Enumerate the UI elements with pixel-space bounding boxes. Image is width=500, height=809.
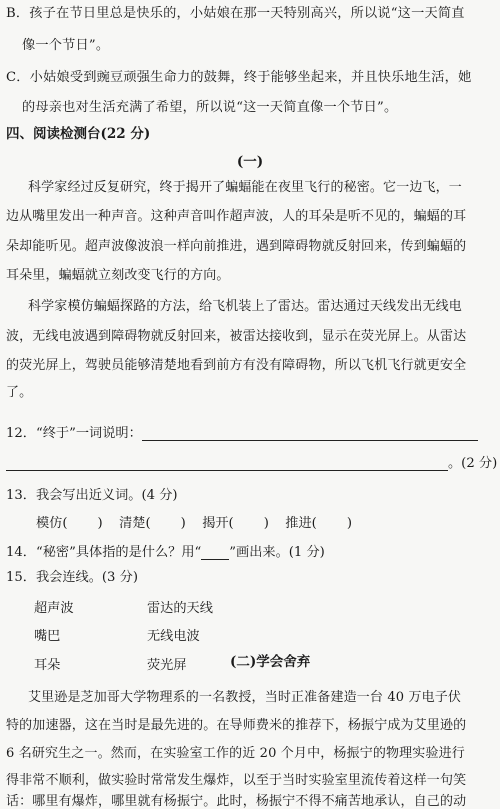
question-13-synonyms: 模仿( ) 清楚( ) 揭开( ) 推进( ) [36, 516, 352, 531]
question-13: 13．我会写出近义词。(4 分) [6, 488, 178, 503]
question-15: 15．我会连线。(3 分) [6, 570, 138, 585]
question-14 [6, 541, 494, 560]
synonym-item: 推进( [285, 516, 317, 531]
part1-title: (一) [236, 154, 264, 170]
question-14-prompt: 14．“秘密”具体指的是什么？用“ [6, 545, 202, 560]
passage2-line: 6 名研究生之一。然而，在实验室工作的近 20 个月中，杨振宁的物理实验进行 [6, 746, 465, 761]
question-14-points: ”画出来。(1 分) [229, 545, 325, 560]
passage1-line: 边从嘴里发出一种声音。这种声音叫作超声波，人的耳朵是听不见的，蝙蝠的耳 [6, 209, 467, 224]
synonym-item: 模仿( [36, 516, 68, 531]
passage1-line: 朵却能听见。超声波像波浪一样向前推进，遇到障碍物就反射回来，传到蝙蝠的 [6, 239, 467, 254]
passage1-line: 科学家经过反复研究，终于揭开了蝙蝠能在夜里飞行的秘密。它一边飞，一 [28, 180, 462, 195]
passage1-line: 的荧光屏上，驾驶员能够清楚地看到前方有没有障碍物，所以飞机飞行就更安全 [6, 358, 467, 373]
section-title: 四、阅读检测台(22 分) [6, 126, 151, 142]
question-12-answer-line[interactable] [142, 426, 478, 441]
passage1-line: 波，无线电波遇到障碍物就反射回来，被雷达接收到，显示在荧光屏上。从雷达 [6, 329, 467, 344]
question-12-answer-line-2[interactable] [6, 456, 448, 471]
passage2-line: 得非常不顺利，做实验时常常发生爆炸，以至于当时实验室里流传着这样一句笑 [6, 773, 467, 788]
part2-title: (二)学会舍弃 [230, 654, 311, 670]
passage2-line: 话：哪里有爆炸，哪里就有杨振宁。此时，杨振宁不得不痛苦地承认，自己的动 [6, 794, 467, 809]
option-c-line1: C．小姑娘受到豌豆顽强生命力的鼓舞，终于能够坐起来，并且快乐地生活，她 [6, 70, 472, 85]
underline-sample [201, 547, 229, 560]
match-left-item[interactable]: 嘴巴 [34, 629, 61, 644]
match-right-item[interactable]: 无线电波 [147, 629, 200, 644]
question-12 [6, 422, 494, 441]
option-b-line2: 像一个节日”。 [22, 38, 110, 53]
match-left-item[interactable]: 超声波 [34, 601, 74, 616]
match-right-item[interactable]: 雷达的天线 [147, 601, 213, 616]
question-12-prompt: 12．“终于”一词说明： [6, 426, 142, 441]
synonym-item: 揭开( [202, 516, 234, 531]
question-12-points: 。(2 分) [448, 456, 498, 471]
passage1-line: 科学家模仿蝙蝠探路的方法，给飞机装上了雷达。雷达通过天线发出无线电 [28, 299, 462, 314]
passage1-line: 了。 [6, 385, 33, 400]
passage1-line: 耳朵里，蝙蝠就立刻改变飞行的方向。 [6, 268, 230, 283]
match-right-item[interactable]: 荧光屏 [147, 658, 187, 673]
option-c-line2: 的母亲也对生活充满了希望，所以说“这一天简直像一个节日”。 [22, 100, 398, 115]
passage2-line: 特的加速器，这在当时是最先进的。在导师费米的推荐下，杨振宁成为艾里逊的 [6, 718, 467, 733]
synonym-item: 清楚( [119, 516, 151, 531]
option-b-line1: B．孩子在节日里总是快乐的，小姑娘在那一天特别高兴，所以说“这一天简直 [6, 6, 465, 21]
passage2-line: 艾里逊是芝加哥大学物理系的一名教授，当时正准备建造一台 40 万电子伏 [28, 690, 462, 705]
match-left-item[interactable]: 耳朵 [34, 658, 61, 673]
question-12-continued [6, 452, 498, 471]
